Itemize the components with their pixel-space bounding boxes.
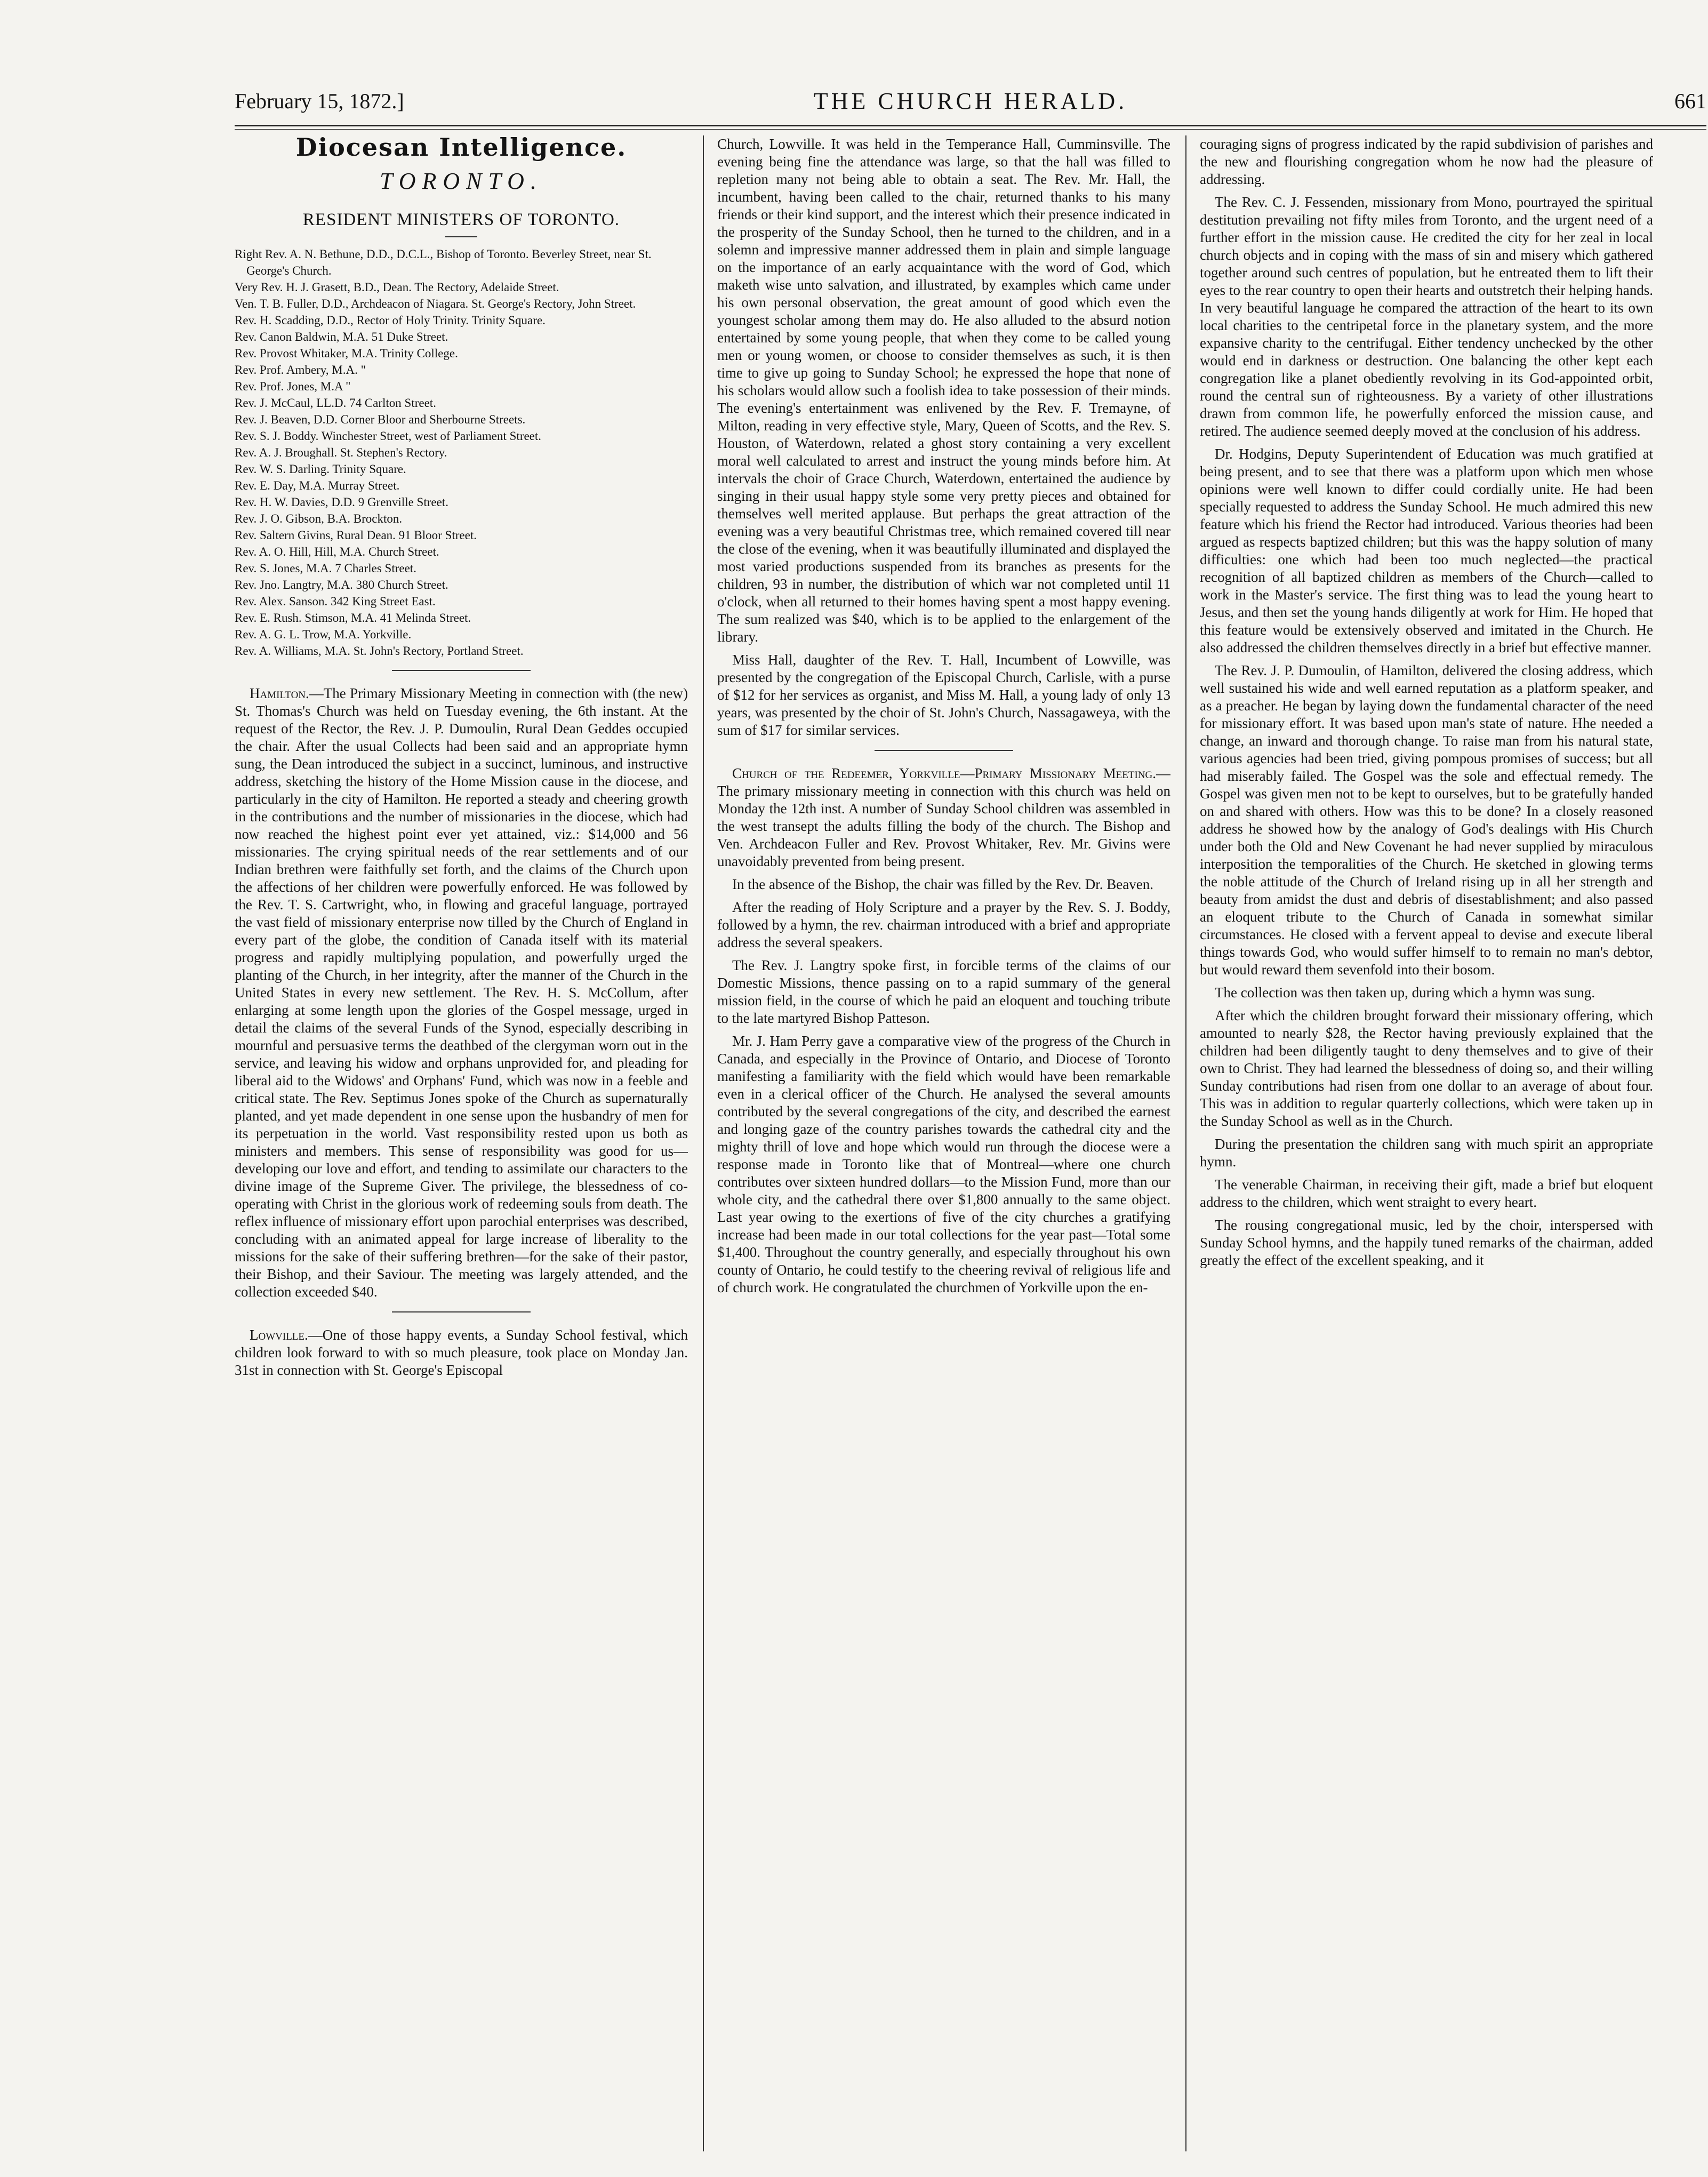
clergy-entry: Rev. A. G. L. Trow, M.A. Yorkville. <box>235 628 412 641</box>
clergy-entry: Very Rev. H. J. Grasett, B.D., Dean. The Rectory, Adelaide Street. <box>235 281 559 294</box>
article-body: —The Primary Missionary Meeting in connection with (the new) St. Thomas's Church was held on Tuesday evening, the 6th instant. At the request of the Rector, the Rev. J. P. Dumoulin, Rural Dean Geddes occupied the chair. After the usual Collects had been said and an appropriate hymn sung, the Dean introduced the subject in a succinct, luminous, and instructive address, sketching the history of the Home Mission cause in the diocese, and particularly in the city of Hamilton. He reported a steady and cheering growth in the contributions and the number of missionaries in the diocese, which had now reached the highest point ever yet attained, viz.: $14,000 and 56 missionaries. The crying spiritual needs of the rear settlements and of our Indian brethren were faithfully set forth, and the claims of the Church upon the affections of her children were powerfully enforced. He was followed by the Rev. T. S. Cartwright, who, in flowing and graceful language, portrayed the vast field of missionary enterprise now tilled by the Church of England in every part of the globe, the condition of Canada itself with its material progress and rapidly multiplying population, and powerfully urged the planting of the Church, in her integrity, after the manner of the Church in the United States in every new settlement. The Rev. H. S. McCollum, after enlarging at some length upon the glories of the Gospel message, urged in detail the claims of the several Funds of the Synod, especially describing in mournful and persuasive terms the deathbed of the clergyman worn out in the service, and leaving his widow and orphans unprovided for, and pleading for liberal aid to the Widows' and Orphans' Fund, which was now in a feeble and critical state. The Rev. Septimus Jones spoke of the Church as supernaturally planted, and yet made dependent in one sense upon the husbandry of men for its perpetuation in the world. Vast responsibility rested upon us both as ministers and members. This sense of responsibility was good for us—developing our love and effort, and tending to assimilate our characters to the divine image of the Supreme Giver. The privilege, the blessedness of co-operating with Christ in the glorious work of redeeming souls from death. The reflex influence of missionary effort upon parochial enterprises was described, concluding with an animated appeal for large increase of liberality to the missions for the sake of their suffering brethren—for the sake of their pastor, their Bishop, and their Saviour. The meeting was largely attended, and the collection exceeded $40. <box>235 685 688 1300</box>
clergy-entry: Rev. A. O. Hill, Hill, M.A. Church Street. <box>235 545 439 558</box>
article-lead: Church of the Redeemer, Yorkville—Primary Missionary Meeting. <box>732 765 1156 781</box>
clergy-entry: Rev. S. Jones, M.A. 7 Charles Street. <box>235 562 416 575</box>
clergy-entry: Rev. J. Beaven, D.D. Corner Bloor and Sherbourne Streets. <box>235 413 526 426</box>
clergy-list <box>235 246 688 659</box>
paragraph: The venerable Chairman, in receiving their gift, made a brief but eloquent address to the children, which went straight to every heart. <box>1200 1176 1653 1210</box>
header-rule <box>235 125 1706 126</box>
clergy-entry: Rev. J. McCaul, LL.D. 74 Carlton Street. <box>235 396 436 410</box>
clergy-entry: Rev. Provost Whitaker, M.A. Trinity College. <box>235 347 458 360</box>
paragraph: Dr. Hodgins, Deputy Superintendent of Education was much gratified at being present, and to see that there was a platform upon which men whose opinions were well known to differ could cordially unite. He had been specially requested to address the Sunday School. He much admired this new feature which his friend the Rector had introduced. Various theories had been argued as respects baptized children; but this was the happy solution of many difficulties: one which had been too much neglected—the practical recognition of all baptized children as members of the Church—called to work in the Master's service. The first thing was to lead the young heart to Jesus, and then set the young hands diligently at work for Him. He hoped that this feature would be extensively observed and imitated in the Church. He also addressed the children themselves directly in a brief but effective manner. <box>1200 446 1653 655</box>
clergy-entry: Rev. E. Day, M.A. Murray Street. <box>235 479 400 492</box>
clergy-entry: Rev. A. Williams, M.A. St. John's Rectory, Portland Street. <box>235 644 524 658</box>
clergy-entry: Rev. Prof. Ambery, M.A. " <box>235 363 366 377</box>
paragraph: During the presentation the children sang with much spirit an appropriate hymn. <box>1200 1136 1653 1170</box>
paragraph: The collection was then taken up, during which a hymn was sung. <box>1215 985 1595 1001</box>
section-title: Diocesan Intelligence. <box>295 135 627 162</box>
paragraph: The Rev. J. P. Dumoulin, of Hamilton, delivered the closing address, which well sustained his wide and well earned reputation as a platform speaker, and as a preacher. He began by laying down the fundamental character of the need for missionary effort. It was based upon man's state of nature. Hhe needed a change, an inward and thorough change. To raise man from his natural state, various agencies had been tried, giving pompous promises of success; but all had miserably failed. The Gospel was the sole and effectual remedy. The Gospel was given men not to be kept to ourselves, but to be gratefully handed on and shared with others. How was this to be done? In a closely reasoned address he showed how by the analogy of God's dealings with His Church under both the Old and New Covenant he had never supplied by miraculous interposition the temporalities of the Church. He sketched in glowing terms the noble attitude of the Church of Ireland rising up in all her strength and beauty from amidst the dust and debris of disestablishment; and also passed an eloquent tribute to the Church of Canada in somewhat similar circumstances. He closed with a fervent appeal to devise and execute liberal things towards God, who would suffer himself to to remain no man's debtor, but would reward them sevenfold into their bosom. <box>1200 662 1653 978</box>
clergy-entry: Rev. H. W. Davies, D.D. 9 Grenville Street. <box>235 495 448 509</box>
article-hamilton <box>235 685 688 1301</box>
clergy-entry: Rev. J. O. Gibson, B.A. Brockton. <box>235 512 403 525</box>
paragraph: After the reading of Holy Scripture and a prayer by the Rev. S. J. Boddy, followed by a hymn, the rev. chairman introduced with a brief and appropriate address the several speakers. <box>717 899 1170 950</box>
clergy-list-heading: RESIDENT MINISTERS OF TORONTO. <box>302 210 620 229</box>
page-number: 661 <box>1674 89 1706 113</box>
clergy-entry: Rev. Prof. Jones, M.A " <box>235 380 351 393</box>
paragraph: couraging signs of progress indicated by the rapid subdivision of parishes and the new and flourishing congregation whom he now had the pleasure of addressing. <box>1200 136 1653 187</box>
divider <box>875 750 1013 751</box>
article-body: —The primary missionary meeting in connection with this church was held on Monday the 12th inst. A number of Sunday School children was assembled in the west transept the adults filling the body of the church. The Bishop and Ven. Archdeacon Fuller and Rev. Provost Whitaker, Rev. Mr. Givins were unavoidably prevented from being present. <box>717 765 1170 869</box>
article-body: —One of those happy events, a Sunday School festival, which children look forward to with so much pleasure, took place on Monday Jan. 31st in connection with St. George's Episcopal <box>235 1327 688 1378</box>
page-header <box>235 84 1706 122</box>
article-lead: Lowville. <box>250 1327 308 1343</box>
divider <box>392 1311 531 1312</box>
clergy-entry: Rev. E. Rush. Stimson, M.A. 41 Melinda Street. <box>235 611 471 625</box>
divider <box>392 670 531 671</box>
column-separator <box>703 135 704 2151</box>
header-date: February 15, 1872.] <box>235 89 404 113</box>
clergy-entry: Right Rev. A. N. Bethune, D.D., D.C.L., Bishop of Toronto. Beverley Street, near St. George's Church. <box>235 247 652 277</box>
header-rule-thin <box>235 129 1706 130</box>
clergy-entry: Rev. H. Scadding, D.D., Rector of Holy Trinity. Trinity Square. <box>235 314 546 327</box>
clergy-entry: Rev. Alex. Sanson. 342 King Street East. <box>235 595 436 608</box>
clergy-entry: Rev. A. J. Broughall. St. Stephen's Rectory. <box>235 446 447 459</box>
article-lowville <box>235 1326 688 1379</box>
publication-title: THE CHURCH HERALD. <box>813 88 1128 114</box>
clergy-entry: Rev. Canon Baldwin, M.A. 51 Duke Street. <box>235 330 448 343</box>
paragraph: Mr. J. Ham Perry gave a comparative view of the progress of the Church in Canada, and especially in the Province of Ontario, and Diocese of Toronto manifesting a familiarity with the field which would have been remarkable even in a clerical officer of the Church. He analysed the several amounts contributed by the several congregations of the city, and described the earnest and longing gaze of the country parishes towards the cathedral city and the mighty thrill of love and hope which would run through the diocese were a response made in Toronto like that of Montreal—where one church contributes over sixteen hundred dollars—to the Mission Fund, more than our whole city, and the cathedral there over $1,800 annually to the same object. Last year owing to the exertions of five of the city churches a gratifying increase had been made in our total collections for the year past—Total some $1,400. Throughout the country generally, and especially throughout his own county of Ontario, he could testify to the cheering revival of religious life and of church work. He congratulated the churchmen of Yorkville upon the en- <box>717 1033 1170 1295</box>
clergy-entry: Ven. T. B. Fuller, D.D., Archdeacon of Niagara. St. George's Rectory, John Street. <box>235 297 636 310</box>
paragraph: Miss Hall, daughter of the Rev. T. Hall, Incumbent of Lowville, was presented by the congregation of the Episcopal Church, Carlisle, with a purse of $12 for her services as organist, and Miss M. Hall, a young lady of only 13 years, was presented by the choir of St. John's Church, Nassagaweya, with the sum of $17 for similar services. <box>717 652 1170 738</box>
paragraph: In the absence of the Bishop, the chair was filled by the Rev. Dr. Beaven. <box>732 876 1154 892</box>
place-heading: TORONTO. <box>380 168 543 194</box>
column-separator <box>1185 135 1186 2151</box>
divider <box>445 236 477 237</box>
column-1 <box>235 135 688 2151</box>
article-redeemer <box>717 765 1170 870</box>
clergy-entry: Rev. Saltern Givins, Rural Dean. 91 Bloor Street. <box>235 529 477 542</box>
clergy-entry: Rev. W. S. Darling. Trinity Square. <box>235 462 406 476</box>
column-2 <box>717 135 1170 2151</box>
newspaper-page <box>235 84 1706 2159</box>
clergy-entry: Rev. Jno. Langtry, M.A. 380 Church Street. <box>235 578 448 591</box>
clergy-entry: Rev. S. J. Boddy. Winchester Street, west of Parliament Street. <box>235 429 542 443</box>
paragraph: Church, Lowville. It was held in the Temperance Hall, Cumminsville. The evening being fine the attendance was large, so that the hall was filled to repletion many not being able to obtain a seat. The Rev. Mr. Hall, the incumbent, having been called to the chair, returned thanks to his many friends or their kind support, and the interest which their presence indicated in the prosperity of the Sunday School, then he turned to the children, and in a solemn and impressive manner addressed them in plain and simple language on the importance of an early acquaintance with the word of God, which maketh wise unto salvation, and illustrated, by examples which came under his own personal observation, the great amount of good which even the youngest scholar among them may do. He also alluded to the absurd notion entertained by some young people, that when they come to be called young men or young women, or choose to consider themselves as such, it is then time to give up going to Sunday School; he expressed the hope that none of his scholars would allow such a foolish idea to take possession of their minds. The evening's entertainment was enlivened by the Rev. F. Tremayne, of Milton, reading in very effective style, Mary, Queen of Scotts, and the Rev. S. Houston, of Waterdown, related a ghost story containing a very excellent moral well calculated to arrest and instruct the young minds before him. At intervals the choir of Grace Church, Waterdown, entertained the audience by singing in their usual happy style some very pretty pieces and obtained for themselves well merited applause. But perhaps the great attraction of the evening was a very beautiful Christmas tree, which remained covered till near the close of the evening, when it was beautifully illuminated and displayed the most varied productions suspended from its branches as presents for the children, 93 in number, the distribution of which war not completed until 11 o'clock, when all returned to their homes having spent a most happy evening. The sum realized was $40, which is to be applied to the enlargement of the library. <box>717 136 1170 645</box>
paragraph: After which the children brought forward their missionary offering, which amounted to nearly $28, the Rector having previously explained that the children had been diligently taught to deny themselves and to give of their own to Christ. They had learned the blessedness of doing so, and their willing Sunday contributions had risen from one dollar to an average of about four. This was in addition to regular quarterly collections, which were taken up in the Sunday School as well as in the Church. <box>1200 1007 1653 1129</box>
column-3 <box>1200 135 1653 2151</box>
paragraph: The Rev. J. Langtry spoke first, in forcible terms of the claims of our Domestic Missions, thence passing on to a rapid summary of the general mission field, in the course of which he paid an eloquent and touching tribute to the late martyred Bishop Patteson. <box>717 957 1170 1026</box>
paragraph: The rousing congregational music, led by the choir, interspersed with Sunday School hymns, and the happily tuned remarks of the chairman, added greatly the effect of the excellent speaking, and it <box>1200 1217 1653 1268</box>
paragraph: The Rev. C. J. Fessenden, missionary from Mono, pourtrayed the spiritual destitution prevailing not fifty miles from Toronto, and the urgent need of a further effort in the mission cause. He credited the city for her zeal in local church objects and in coping with the mass of sin and misery which gathered together around such centres of population, but he entreated them to lift their eyes to the rear country to open their hearts and outstretch their helping hands. In very beautiful language he compared the attraction of the heart to its own local charities to the centripetal force in the planetary system, and the more expansive charity to the centrifugal. Either tendency unchecked by the other would end in darkness or destruction. One balancing the other kept each congregation like a planet obediently revolving in its God-appointed orbit, round the central sun of righteousness. By a variety of other illustrations drawn from common life, he powerfully enforced the mission cause, and retired. The audience seemed deeply moved at the conclusion of his address. <box>1200 194 1653 439</box>
article-lead: Hamilton. <box>250 685 309 701</box>
